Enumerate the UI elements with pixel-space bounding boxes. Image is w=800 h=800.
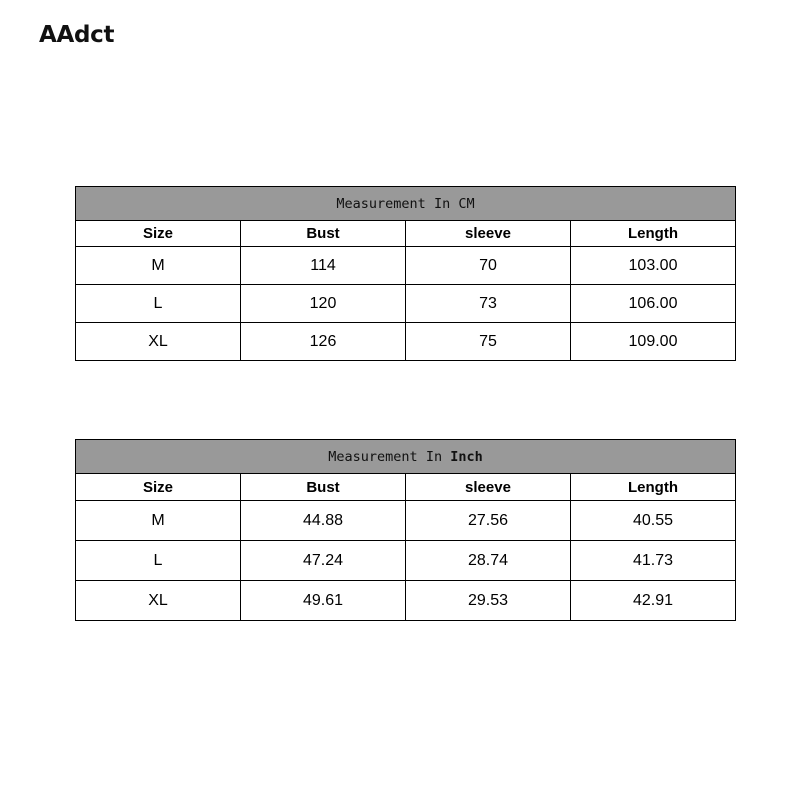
table-row	[76, 541, 736, 581]
table-row	[76, 247, 736, 285]
column-header-sleeve: sleeve	[406, 221, 571, 247]
cell-bust: 114	[241, 247, 406, 285]
table-caption	[76, 187, 736, 221]
table-caption-row	[76, 440, 736, 474]
cell-size: XL	[76, 323, 241, 361]
cell-bust: 120	[241, 285, 406, 323]
cell-sleeve: 73	[406, 285, 571, 323]
table-caption-prefix: Measurement In	[328, 448, 451, 465]
cell-length: 40.55	[571, 501, 736, 541]
cell-bust: 126	[241, 323, 406, 361]
table-row	[76, 323, 736, 361]
cell-size: L	[76, 541, 241, 581]
table-caption-row	[76, 187, 736, 221]
table-header-row	[76, 474, 736, 501]
cell-sleeve: 29.53	[406, 581, 571, 621]
cell-length: 109.00	[571, 323, 736, 361]
cell-bust: 47.24	[241, 541, 406, 581]
table-row	[76, 581, 736, 621]
cell-sleeve: 75	[406, 323, 571, 361]
column-header-length: Length	[571, 221, 736, 247]
cell-size: M	[76, 501, 241, 541]
column-header-bust: Bust	[241, 474, 406, 501]
cell-size: L	[76, 285, 241, 323]
cell-sleeve: 28.74	[406, 541, 571, 581]
size-chart-inch	[75, 439, 736, 621]
cell-size: XL	[76, 581, 241, 621]
table-caption	[76, 440, 736, 474]
cell-sleeve: 27.56	[406, 501, 571, 541]
column-header-size: Size	[76, 474, 241, 501]
cell-length: 106.00	[571, 285, 736, 323]
table-caption-prefix: Measurement In	[336, 195, 459, 212]
cell-bust: 44.88	[241, 501, 406, 541]
cell-bust: 49.61	[241, 581, 406, 621]
size-chart-cm	[75, 186, 736, 361]
cell-length: 42.91	[571, 581, 736, 621]
cell-length: 103.00	[571, 247, 736, 285]
table-caption-unit: Inch	[450, 448, 483, 465]
column-header-length: Length	[571, 474, 736, 501]
cell-size: M	[76, 247, 241, 285]
column-header-bust: Bust	[241, 221, 406, 247]
table-caption-unit: CM	[458, 195, 475, 212]
table-row	[76, 285, 736, 323]
table-row	[76, 501, 736, 541]
cell-length: 41.73	[571, 541, 736, 581]
brand-logo-text: AAdct	[39, 22, 115, 48]
table-header-row	[76, 221, 736, 247]
column-header-sleeve: sleeve	[406, 474, 571, 501]
cell-sleeve: 70	[406, 247, 571, 285]
column-header-size: Size	[76, 221, 241, 247]
